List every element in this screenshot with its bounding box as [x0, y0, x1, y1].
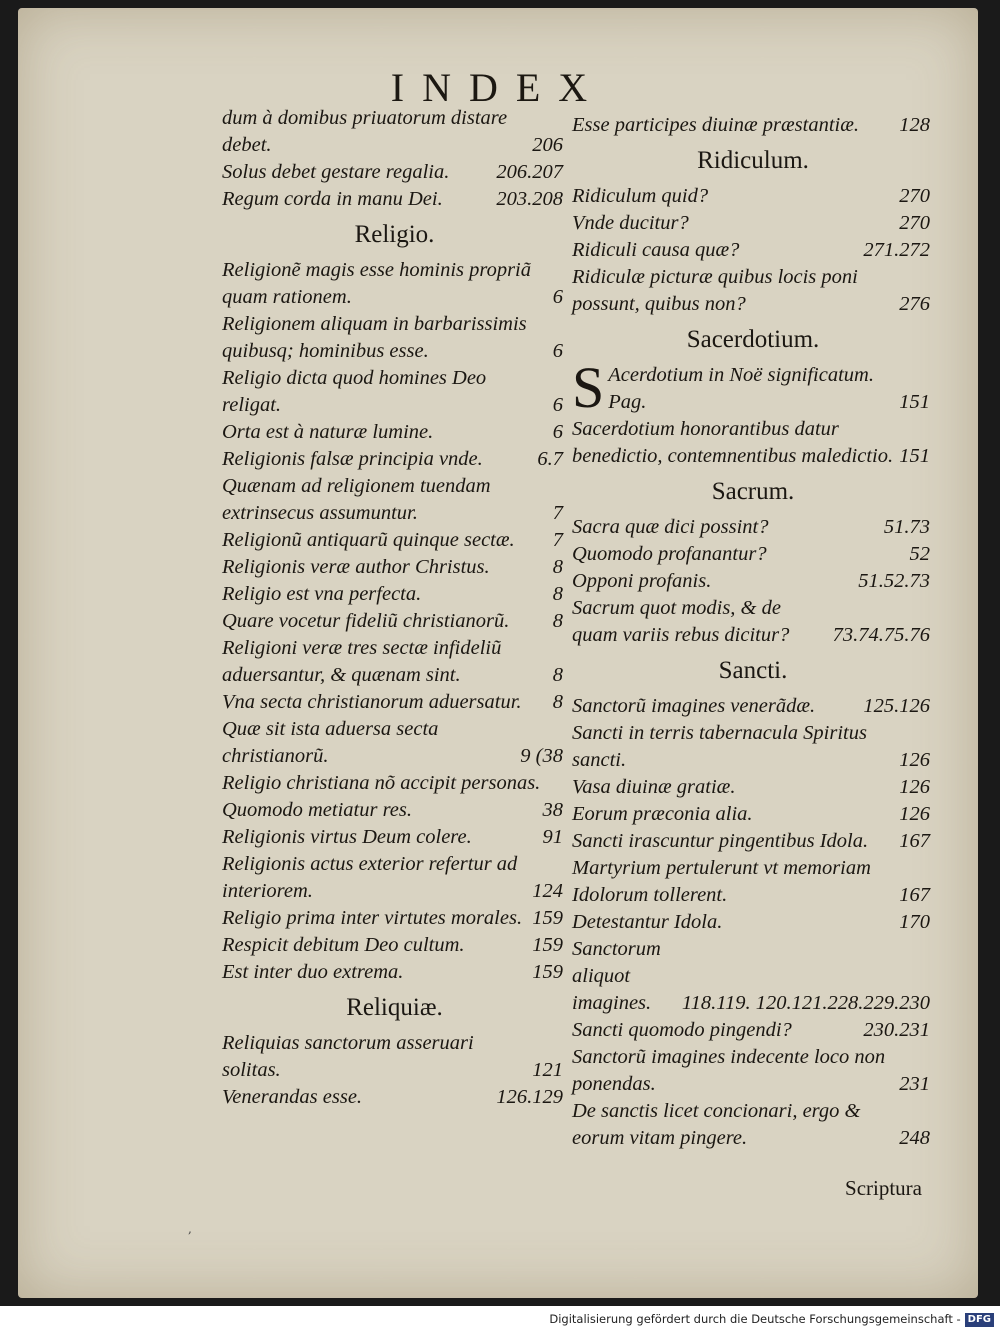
entry-text: Religionũ antiquarũ quinque sectæ.	[222, 529, 515, 551]
index-entry	[222, 905, 567, 932]
entry-page: 230.231	[863, 1019, 930, 1041]
entry-text: Reliquias sanctorum asseruari solitas.	[222, 1032, 474, 1081]
entry-page: 118.119. 120.121.228.229.230	[681, 992, 930, 1014]
entry-text: Detestantur Idola.	[572, 911, 723, 933]
index-entry	[222, 419, 567, 446]
entry-page: 6	[552, 340, 563, 362]
footer-bar	[0, 1306, 1000, 1332]
entry-page: 167	[899, 830, 930, 852]
entry-page: 270	[899, 212, 930, 234]
entry-page: 170	[899, 911, 930, 933]
entry-page: 6	[552, 421, 563, 443]
entry-page: 271.272	[863, 239, 930, 261]
index-entry	[572, 416, 934, 470]
index-entry	[572, 801, 934, 828]
entry-text: Martyrium pertulerunt vt memoriam Idolorum tollerent.	[572, 857, 871, 906]
entry-text: Solus debet gestare regalia.	[222, 161, 450, 183]
entry-page: 159	[532, 961, 563, 983]
section-heading: Sacrum.	[711, 478, 795, 505]
entry-text: Sancti irascuntur pingentibus Idola.	[572, 830, 869, 852]
entry-text: Religio dicta quod homines Deo religat.	[222, 367, 487, 416]
index-entry	[222, 689, 567, 716]
entry-page: 38	[542, 799, 563, 821]
entry-page: 151	[899, 391, 930, 413]
index-entry	[572, 237, 934, 264]
entry-text: Ridiculæ picturæ quibus locis poni possunt, quibus non?	[572, 266, 858, 315]
index-entry	[222, 554, 567, 581]
entry-text: Religionẽ magis esse hominis propriã quam rationem.	[222, 259, 532, 308]
index-entry	[222, 527, 567, 554]
index-entry	[572, 595, 934, 649]
entry-page: 7	[552, 529, 563, 551]
index-entry	[222, 473, 567, 527]
entry-page: 7	[552, 502, 563, 524]
index-entry	[572, 112, 934, 139]
index-entry	[222, 635, 567, 689]
entry-page: 159	[532, 934, 563, 956]
entry-page: 8	[552, 583, 563, 605]
entry-page: 276	[899, 293, 930, 315]
index-entry	[222, 105, 567, 159]
index-entry	[222, 257, 567, 311]
section-heading: Reliquiæ.	[346, 994, 443, 1021]
entry-page: 126	[899, 749, 930, 771]
entry-text: Venerandas esse.	[222, 1086, 363, 1108]
entry-text: Quomodo metiatur res.	[222, 799, 412, 821]
entry-page: 203.208	[496, 188, 563, 210]
index-entry	[572, 1017, 934, 1044]
index-entry	[572, 693, 934, 720]
entry-page: 206	[532, 134, 563, 156]
index-entry	[222, 851, 567, 905]
index-entry	[222, 1030, 567, 1084]
entry-text: Sanctorum aliquot imagines.	[572, 938, 661, 1014]
entry-page: 52	[909, 543, 930, 565]
entry-text: Regum corda in manu Dei.	[222, 188, 443, 210]
entry-text: Vnde ducitur?	[572, 212, 689, 234]
footer-text: Digitalisierung gefördert durch die Deutsche Forschungsgemeinschaft -	[549, 1312, 961, 1326]
entry-text: Est inter duo extrema.	[222, 961, 404, 983]
entry-text: Vasa diuinæ gratiæ.	[572, 776, 736, 798]
entry-page: 248	[899, 1127, 930, 1149]
entry-text: Religio est vna perfecta.	[222, 583, 422, 605]
entry-page: 8	[552, 556, 563, 578]
entry-page: 73.74.75.76	[832, 624, 930, 646]
index-entry	[572, 936, 934, 1017]
entry-text: Eorum præconia alia.	[572, 803, 753, 825]
entry-page: 126	[899, 776, 930, 798]
entry-text: dum à domibus priuatorum distare debet.	[222, 107, 508, 156]
entry-text: Religionis falsæ principia vnde.	[222, 448, 483, 470]
drop-cap: S	[572, 355, 605, 420]
entry-page: 91	[542, 826, 563, 848]
index-entry	[572, 210, 934, 237]
entry-page: 128	[899, 114, 930, 136]
entry-text: Sanctorũ imagines venerãdæ.	[572, 695, 816, 717]
index-entry	[572, 355, 934, 420]
entry-page: 6.7	[537, 448, 563, 470]
entry-page: 6	[552, 394, 563, 416]
index-entry	[572, 264, 934, 318]
index-entry	[222, 159, 567, 186]
entry-page: 231	[899, 1073, 930, 1095]
entry-text: Quomodo profanantur?	[572, 543, 767, 565]
index-entry	[572, 541, 934, 568]
margin-mark: ,	[188, 1222, 192, 1236]
entry-text: Ridiculum quid?	[572, 185, 709, 207]
section-heading: Sancti.	[718, 657, 788, 684]
index-entry	[572, 828, 934, 855]
section-heading: Religio.	[354, 221, 435, 248]
index-entry	[222, 797, 567, 824]
entry-text: Religio prima inter virtutes morales.	[222, 907, 523, 929]
entry-page: 151	[899, 445, 930, 467]
index-entry	[222, 311, 567, 365]
left-column	[222, 105, 567, 1111]
entry-page: 126	[899, 803, 930, 825]
entry-text: Quare vocetur fideliũ christianorũ.	[222, 610, 510, 632]
index-entry	[222, 608, 567, 635]
entry-page: 270	[899, 185, 930, 207]
entry-text: Sacra quæ dici possint?	[572, 516, 769, 538]
entry-text: Religioni veræ tres sectæ infideliũ aduersantur, & quænam sint.	[222, 637, 502, 686]
entry-page: 6	[552, 286, 563, 308]
index-entry	[222, 1084, 567, 1111]
entry-text: Vna secta christianorum aduersatur.	[222, 691, 522, 713]
entry-text: Sacrum quot modis, & de quam variis rebus dicitur?	[572, 597, 790, 646]
entry-text: Opponi profanis.	[572, 570, 712, 592]
index-entry	[222, 365, 567, 419]
entry-text: Religionis actus exterior refertur ad interiorem.	[222, 853, 518, 902]
index-entry	[572, 514, 934, 541]
index-entry	[572, 909, 934, 936]
entry-text: Sancti quomodo pingendi?	[572, 1019, 792, 1041]
entry-text: Quænam ad religionem tuendam extrinsecus assumuntur.	[222, 475, 491, 524]
entry-page: 51.52.73	[858, 570, 930, 592]
entry-page: 159	[532, 907, 563, 929]
index-entry	[572, 855, 934, 909]
entry-text: Respicit debitum Deo cultum.	[222, 934, 465, 956]
entry-text: Religio christiana nõ accipit personas.	[222, 772, 541, 794]
index-entry	[222, 959, 567, 986]
index-entry	[222, 932, 567, 959]
index-entry	[222, 824, 567, 851]
section-heading: Ridiculum.	[697, 147, 809, 174]
index-entry	[572, 720, 934, 774]
index-entry	[222, 446, 567, 473]
entry-text: Sanctorũ imagines indecente loco non ponendas.	[572, 1046, 886, 1095]
dfg-logo: DFG	[965, 1313, 994, 1327]
entry-text: Religionis veræ author Christus.	[222, 556, 490, 578]
entry-text: De sanctis licet concionari, ergo & eorum vitam pingere.	[572, 1100, 861, 1149]
entry-page: 8	[552, 664, 563, 686]
section-heading: Sacerdotium.	[686, 326, 820, 353]
index-entry	[222, 770, 567, 797]
entry-page: 126.129	[496, 1086, 563, 1108]
catchword: Scriptura	[845, 1176, 922, 1200]
index-entry	[572, 568, 934, 595]
entry-page: 167	[899, 884, 930, 906]
index-entry	[222, 186, 567, 213]
index-entry	[572, 1044, 934, 1098]
entry-text: Orta est à naturæ lumine.	[222, 421, 434, 443]
entry-text: Sacerdotium honorantibus datur benedictio, contemnentibus maledictio.	[572, 418, 894, 467]
entry-page: 51.73	[883, 516, 930, 538]
entry-page: 8	[552, 610, 563, 632]
entry-page: 121	[532, 1059, 563, 1081]
index-entry	[572, 774, 934, 801]
index-entry	[222, 581, 567, 608]
entry-page: 9 (38	[520, 745, 563, 767]
entry-page: 124	[532, 880, 563, 902]
entry-page: 206.207	[496, 161, 563, 183]
entry-text: Religionem aliquam in barbarissimis quibusq; hominibus esse.	[222, 313, 527, 362]
entry-page: 8	[552, 691, 563, 713]
entry-text: Esse participes diuinæ præstantiæ.	[572, 114, 860, 136]
entry-text: Acerdotium in Noë significatum. Pag.	[608, 364, 874, 413]
entry-text: Quæ sit ista aduersa secta christianorũ.	[222, 718, 439, 767]
right-column	[572, 112, 934, 1152]
index-entry	[222, 716, 567, 770]
index-entry	[572, 183, 934, 210]
index-entry	[572, 1098, 934, 1152]
entry-page: 125.126	[863, 695, 930, 717]
entry-text: Sancti in terris tabernacula Spiritus sancti.	[572, 722, 867, 771]
page-header: INDEX	[390, 65, 606, 110]
entry-text: Religionis virtus Deum colere.	[222, 826, 472, 848]
entry-text: Ridiculi causa quæ?	[572, 239, 740, 261]
